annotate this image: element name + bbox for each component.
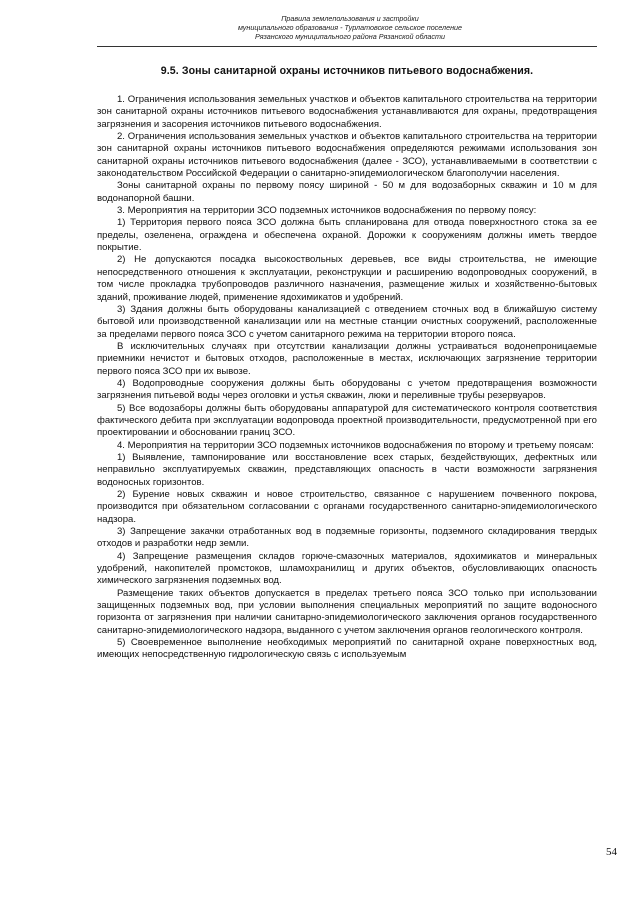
section-title: 9.5. Зоны санитарной охраны источников питьевого водоснабжения. [160, 65, 534, 77]
paragraph: 1. Ограничения использования земельных участков и объектов капитального строительства на территории зон санитарной охраны источников питьевого водоснабжения устанавливаются для охраны, предотвращения загрязнения и засорения источников питьевого водоснабжения. [97, 94, 597, 130]
paragraph: 4) Запрещение размещения складов горюче-смазочных материалов, ядохимикатов и минеральных удобрений, накопителей промстоков, шламохранилищ и других объектов, обусловливающих опасность химического загрязнения подземных вод. [97, 550, 597, 587]
paragraph: 4. Мероприятия на территории ЗСО подземных источников водоснабжения по второму и третьему поясам: [117, 439, 594, 451]
paragraph: 1) Выявление, тампонирование или восстановление всех старых, бездействующих, дефектных или неправильно эксплуатируемых скважин, представляющих опасность в части возможности загрязнения водоносных горизонтов. [97, 451, 597, 488]
paragraph: 3. Мероприятия на территории ЗСО подземных источников водоснабжения по первому поясу: [117, 205, 537, 217]
paragraph: 2) Не допускаются посадка высокоствольных деревьев, все виды строительства, не имеющие непосредственного отношения к эксплуатации, реконструкции и расширению водопроводных сооружений, в том числе прокладка трубопроводов различного назначения, размещение жилых и хозяйственно-бытовых зданий, проживание людей, применение ядохимикатов и удобрений. [97, 254, 597, 303]
paragraph: Размещение таких объектов допускается в пределах третьего пояса ЗСО только при использовании защищенных подземных вод, при условии выполнения специальных мероприятий по защите водоносного горизонта от загрязнения при наличии санитарно-эпидемиологического заключения органов государственного санитарно-эпидемиологического надзора, выданного с учетом заключения органов геологического контроля. [97, 587, 597, 636]
header-line-3: Рязанского муниципального района Рязанской области [254, 32, 446, 41]
paragraph: 4) Водопроводные сооружения должны быть оборудованы с учетом предотвращения возможности загрязнения питьевой воды через оголовки и устья скважин, люки и переливные трубы резервуаров. [97, 377, 597, 402]
page-number: 54 [606, 846, 617, 858]
header-divider [97, 46, 597, 47]
paragraph: 5) Своевременное выполнение необходимых мероприятий по санитарной охране поверхностных вод, имеющих непосредственную гидрологическую связь с используемым [97, 637, 597, 661]
running-header [200, 14, 500, 41]
paragraph: 3) Запрещение закачки отработанных вод в подземные горизонты, подземного складирования твердых отходов и разработки недр земли. [97, 526, 597, 550]
paragraph: 1) Территория первого пояса ЗСО должна быть спланирована для отвода поверхностного стока за ее пределы, озеленена, ограждена и обеспечена охраной. Дорожки к сооружениям должны иметь твердое покрытие. [97, 217, 597, 254]
header-line-2: муниципального образования - Турлатовское сельское поселение [237, 23, 463, 32]
paragraph: 5) Все водозаборы должны быть оборудованы аппаратурой для систематического контроля соответствия фактического дебита при эксплуатации водопровода проектной производительности, предусмотренной при его проектировании и обосновании границ ЗСО. [97, 402, 597, 439]
paragraph: 2) Бурение новых скважин и новое строительство, связанное с нарушением почвенного покрова, производится при обязательном согласовании с органами государственного санитарно-эпидемиологического надзора. [97, 489, 597, 525]
paragraph: Зоны санитарной охраны по первому поясу шириной - 50 м для водозаборных скважин и 10 м для водонапорной башни. [97, 180, 597, 204]
document-body [97, 94, 597, 662]
paragraph: 2. Ограничения использования земельных участков и объектов капитального строительства на территории зон санитарной охраны источников питьевого водоснабжения определяются режимами использования зон санитарной охраны источников питьевого водоснабжения (далее - ЗСО), устанавливаемыми в соответствии с законодательством Российской Федерации о санитарно-эпидемиологическом благополучии населения. [97, 131, 597, 180]
header-line-1: Правила землепользования и застройки [281, 14, 419, 23]
paragraph: 3) Здания должны быть оборудованы канализацией с отведением сточных вод в ближайшую систему бытовой или производственной канализации или на местные станции очистных сооружений, расположенные за пределами первого пояса ЗСО с учетом санитарного режима на территории второго пояса. [97, 303, 597, 340]
paragraph: В исключительных случаях при отсутствии канализации должны устраиваться водонепроницаемые приемники нечистот и бытовых отходов, расположенные в местах, исключающих загрязнение территории первого пояса ЗСО при их вывозе. [97, 340, 597, 377]
